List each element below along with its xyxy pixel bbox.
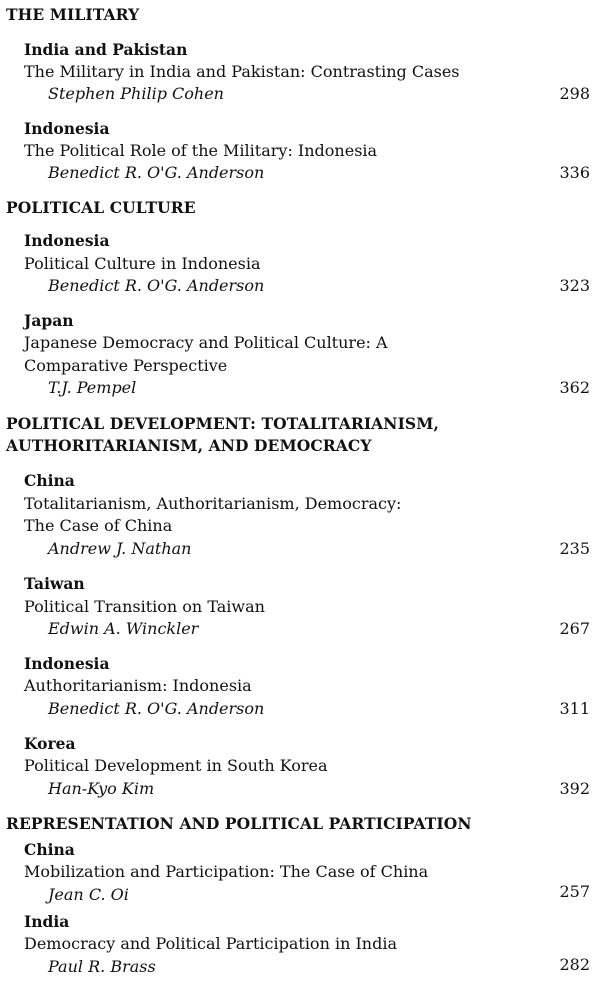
- entry-title: Political Development in South Korea: [24, 756, 328, 775]
- entry-country: India and Pakistan: [24, 40, 188, 59]
- section-heading-political-development: POLITICAL DEVELOPMENT: TOTALITARIANISM,: [6, 414, 439, 433]
- entry-title-continued: Comparative Perspective: [24, 356, 228, 375]
- section-heading-political-culture: POLITICAL CULTURE: [6, 198, 196, 217]
- entry-author: Andrew J. Nathan: [48, 539, 192, 558]
- entry-author: Stephen Philip Cohen: [48, 84, 224, 103]
- entry-country: Indonesia: [24, 231, 110, 250]
- entry-title-continued: The Case of China: [24, 516, 173, 535]
- entry-author: Benedict R. O'G. Anderson: [48, 163, 265, 182]
- entry-author: T.J. Pempel: [48, 378, 137, 397]
- section-heading-the-military: THE MILITARY: [6, 5, 140, 24]
- entry-author: Benedict R. O'G. Anderson: [48, 276, 265, 295]
- entry-country: Indonesia: [24, 654, 110, 673]
- entry-page-number: 267: [559, 619, 590, 638]
- entry-country: China: [24, 840, 75, 859]
- entry-page-number: 235: [559, 539, 590, 558]
- entry-country: Taiwan: [24, 574, 85, 593]
- entry-author: Han-Kyo Kim: [48, 779, 155, 798]
- entry-country: Indonesia: [24, 119, 110, 138]
- entry-author: Paul R. Brass: [48, 957, 156, 976]
- section-heading-representation: REPRESENTATION AND POLITICAL PARTICIPATION: [6, 814, 472, 833]
- entry-page-number: 392: [559, 779, 590, 798]
- entry-title: Democracy and Political Participation in India: [24, 934, 397, 953]
- entry-page-number: 323: [559, 276, 590, 295]
- entry-title: Mobilization and Participation: The Case of China: [24, 862, 429, 881]
- entry-author: Benedict R. O'G. Anderson: [48, 699, 265, 718]
- entry-title: The Political Role of the Military: Indonesia: [24, 141, 378, 160]
- entry-title: Totalitarianism, Authoritarianism, Democracy:: [24, 494, 402, 513]
- entry-author: Jean C. Oi: [48, 885, 129, 904]
- entry-page-number: 336: [559, 163, 590, 182]
- entry-page-number: 298: [559, 84, 590, 103]
- entry-author: Edwin A. Winckler: [48, 619, 199, 638]
- entry-country: China: [24, 471, 75, 490]
- entry-page-number: 362: [559, 378, 590, 397]
- entry-title: Political Culture in Indonesia: [24, 254, 261, 273]
- section-heading-political-development-continued: AUTHORITARIANISM, AND DEMOCRACY: [6, 436, 372, 455]
- entry-title: Political Transition on Taiwan: [24, 597, 265, 616]
- entry-title: Japanese Democracy and Political Culture: A: [24, 333, 388, 352]
- entry-country: Korea: [24, 734, 76, 753]
- entry-page-number: 257: [559, 882, 590, 901]
- entry-country: India: [24, 912, 70, 931]
- entry-title: The Military in India and Pakistan: Contrasting Cases: [24, 62, 460, 81]
- entry-title: Authoritarianism: Indonesia: [24, 676, 252, 695]
- entry-page-number: 282: [559, 955, 590, 974]
- entry-page-number: 311: [559, 699, 590, 718]
- entry-country: Japan: [24, 311, 74, 330]
